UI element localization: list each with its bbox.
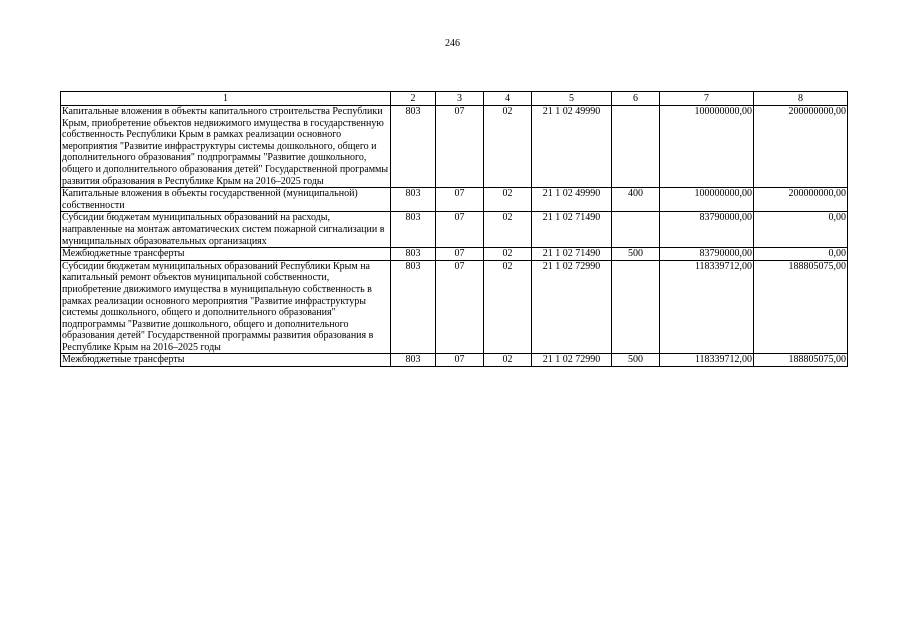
cell-col7: 100000000,00: [660, 188, 754, 212]
table-row: [61, 260, 848, 354]
cell-col7: 118339712,00: [660, 354, 754, 367]
cell-col2: 803: [391, 248, 436, 261]
cell-col2: 803: [391, 212, 436, 248]
page-number: 246: [445, 38, 460, 49]
cell-col5: 21 1 02 49990: [532, 188, 612, 212]
cell-col3: 07: [436, 354, 484, 367]
column-header: 4: [484, 92, 532, 106]
cell-col4: 02: [484, 212, 532, 248]
table-row: [61, 106, 848, 188]
cell-col5: 21 1 02 72990: [532, 354, 612, 367]
cell-col2: 803: [391, 188, 436, 212]
cell-col7: 83790000,00: [660, 248, 754, 261]
cell-col6: 500: [612, 248, 660, 261]
table-row: [61, 248, 848, 261]
cell-col8: 188805075,00: [754, 260, 848, 354]
cell-col7: 118339712,00: [660, 260, 754, 354]
column-header: 7: [660, 92, 754, 106]
row-description: Субсидии бюджетам муниципальных образований на расходы, направленные на монтаж автоматических систем пожарной сигнализации в муниципальных образовательных организациях: [61, 212, 391, 248]
cell-col4: 02: [484, 106, 532, 188]
cell-col7: 100000000,00: [660, 106, 754, 188]
column-header: 1: [61, 92, 391, 106]
column-header: 2: [391, 92, 436, 106]
header-row: [61, 92, 848, 106]
cell-col2: 803: [391, 106, 436, 188]
table-row: [61, 212, 848, 248]
column-header: 6: [612, 92, 660, 106]
table-row: [61, 354, 848, 367]
cell-col8: 200000000,00: [754, 188, 848, 212]
cell-col5: 21 1 02 72990: [532, 260, 612, 354]
cell-col3: 07: [436, 248, 484, 261]
cell-col6: [612, 212, 660, 248]
row-description: Межбюджетные трансферты: [61, 248, 391, 261]
cell-col5: 21 1 02 49990: [532, 106, 612, 188]
row-description: Межбюджетные трансферты: [61, 354, 391, 367]
cell-col4: 02: [484, 354, 532, 367]
cell-col4: 02: [484, 260, 532, 354]
cell-col3: 07: [436, 260, 484, 354]
cell-col8: 188805075,00: [754, 354, 848, 367]
cell-col8: 0,00: [754, 212, 848, 248]
cell-col5: 21 1 02 71490: [532, 212, 612, 248]
cell-col4: 02: [484, 248, 532, 261]
cell-col6: [612, 106, 660, 188]
cell-col8: 200000000,00: [754, 106, 848, 188]
row-description: Капитальные вложения в объекты капитального строительства Республики Крым, приобретение объектов недвижимого имущества в государственную собственность Республики Крым в рамках реализации основного мероприятия "Развитие инфраструктуры системы дошкольного, общего и дополнительного образования" подпрограммы "Развитие дошкольного, общего и дополнительного образования детей" Государственной программы развития образования в Республике Крым на 2016–2025 годы: [61, 106, 391, 188]
cell-col8: 0,00: [754, 248, 848, 261]
cell-col7: 83790000,00: [660, 212, 754, 248]
budget-table: [60, 91, 848, 367]
row-description: Капитальные вложения в объекты государственной (муниципальной) собственности: [61, 188, 391, 212]
row-description: Субсидии бюджетам муниципальных образований Республики Крым на капитальный ремонт объектов муниципальной собственности, приобретение движимого имущества в муниципальную собственность в рамках реализации основного мероприятия "Развитие инфраструктуры системы дошкольного, общего и дополнительного образования" подпрограммы "Развитие дошкольного, общего и дополнительного образования детей" Государственной программы развития образования в Республике Крым на 2016–2025 годы: [61, 260, 391, 354]
column-header: 8: [754, 92, 848, 106]
cell-col3: 07: [436, 188, 484, 212]
cell-col6: 400: [612, 188, 660, 212]
cell-col2: 803: [391, 354, 436, 367]
cell-col3: 07: [436, 212, 484, 248]
cell-col5: 21 1 02 71490: [532, 248, 612, 261]
cell-col6: [612, 260, 660, 354]
column-header: 3: [436, 92, 484, 106]
cell-col2: 803: [391, 260, 436, 354]
table-row: [61, 188, 848, 212]
cell-col4: 02: [484, 188, 532, 212]
cell-col3: 07: [436, 106, 484, 188]
cell-col6: 500: [612, 354, 660, 367]
column-header: 5: [532, 92, 612, 106]
